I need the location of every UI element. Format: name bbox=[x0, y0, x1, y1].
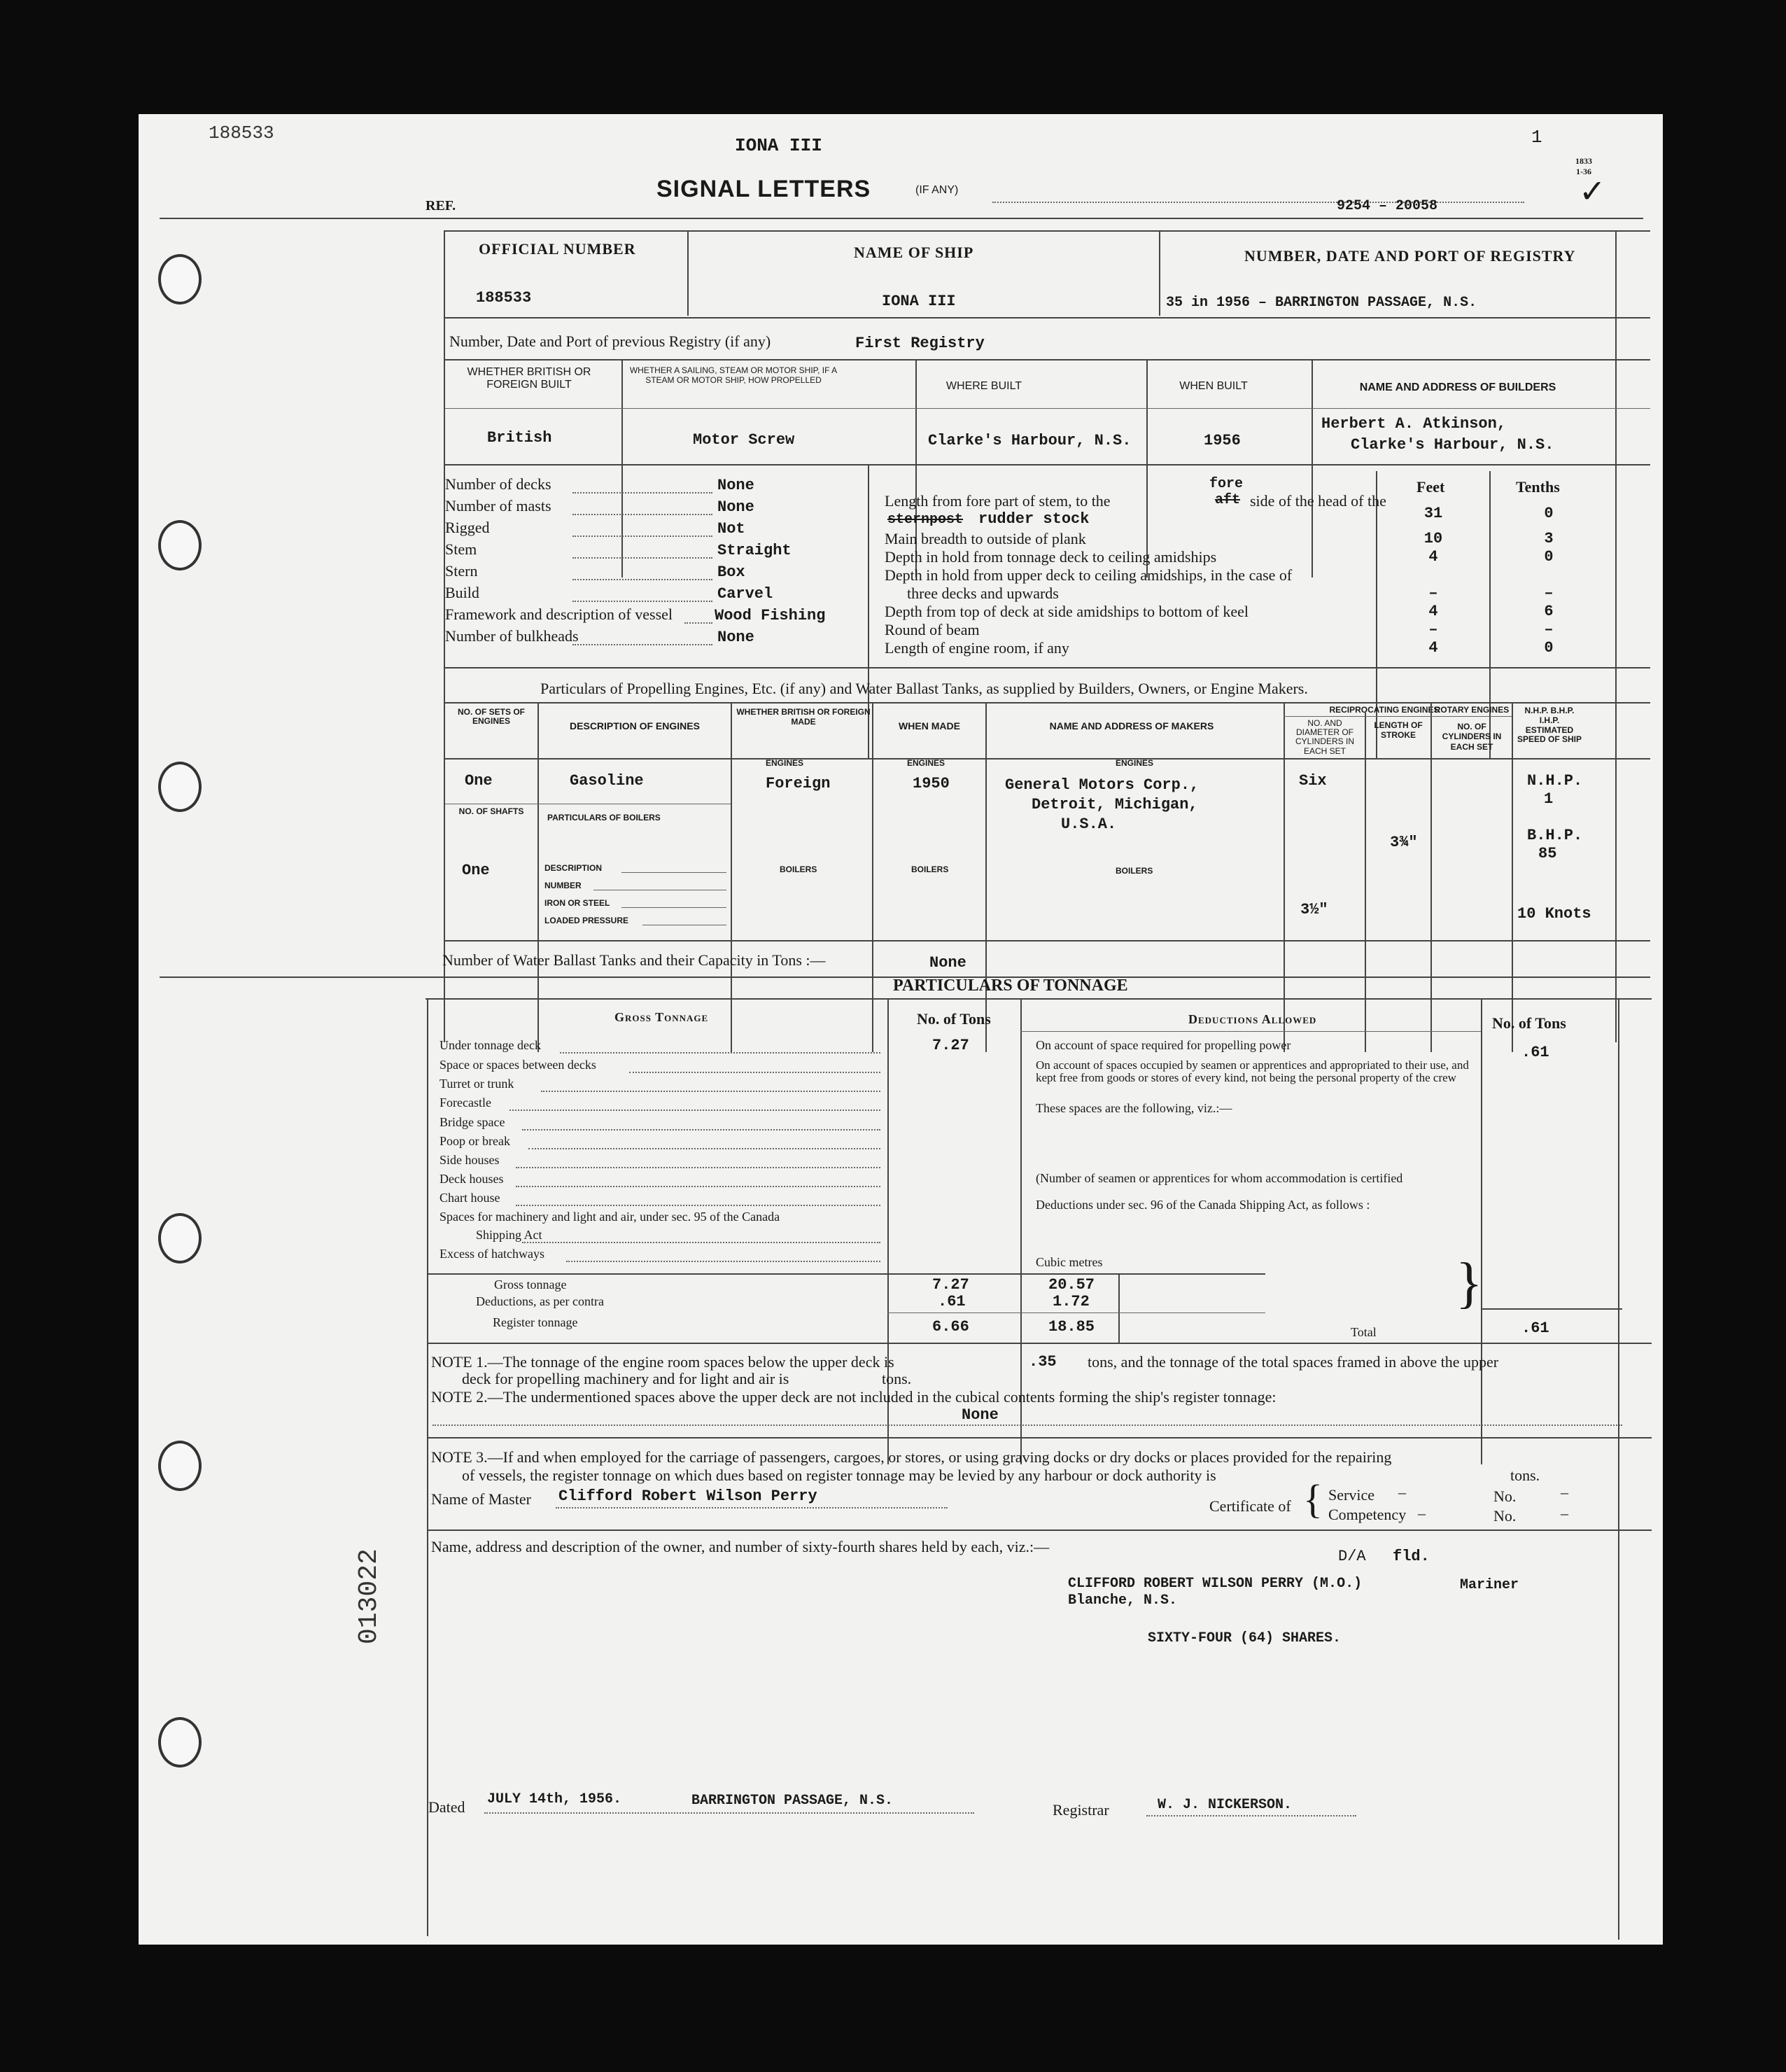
deductions-contra-m3: 1.72 bbox=[1053, 1293, 1090, 1310]
ballast-label: Number of Water Ballast Tanks and their Capacity in Tons :— bbox=[442, 951, 826, 969]
dimension-feet: 4 bbox=[1428, 639, 1438, 657]
deduction-accommodation: (Number of seamen or apprentices for whom accommodation is certified bbox=[1036, 1171, 1403, 1185]
gross-tonnage-row: Bridge space bbox=[440, 1115, 505, 1129]
registry-port-value: 35 in 1956 – BARRINGTON PASSAGE, N.S. bbox=[1166, 295, 1477, 311]
note3-text-b: of vessels, the register tonnage on which dues based on register tonnage may be levied by any harbour or dock authority is bbox=[462, 1466, 1216, 1484]
dimension-tenths: – bbox=[1544, 584, 1554, 602]
description-value: Straight bbox=[717, 542, 792, 559]
header-stroke: LENGTH OF STROKE bbox=[1374, 720, 1423, 741]
gross-total-label: Gross tonnage bbox=[494, 1278, 567, 1292]
register-document bbox=[139, 114, 1663, 1945]
owner-occupation: Mariner bbox=[1460, 1577, 1519, 1593]
builder-line2: Clarke's Harbour, N.S. bbox=[1351, 436, 1554, 454]
form-code: 1833 1-36 bbox=[1575, 156, 1592, 176]
description-label: Build bbox=[445, 584, 479, 601]
dim-row-depth-upper: Depth in hold from upper deck to ceiling amidships, in the case of bbox=[885, 566, 1293, 584]
dated-place: BARRINGTON PASSAGE, N.S. bbox=[691, 1793, 894, 1809]
official-number-label: OFFICIAL NUMBER bbox=[479, 240, 636, 258]
sub-engines-british: ENGINES bbox=[766, 758, 804, 768]
gross-tonnage-row: Excess of hatchways bbox=[440, 1247, 544, 1261]
service-no-label: No. bbox=[1493, 1488, 1517, 1505]
under-deck-tons: 7.27 bbox=[932, 1037, 969, 1054]
leader-dots bbox=[572, 557, 712, 559]
rudder-stock: rudder stock bbox=[978, 510, 1090, 528]
propulsion-value: Motor Screw bbox=[693, 431, 795, 449]
punch-hole-icon bbox=[158, 1213, 202, 1264]
deductions-contra-label: Deductions, as per contra bbox=[476, 1294, 604, 1308]
dim-row-length-b: side of the head of the bbox=[1250, 492, 1386, 510]
deductions-contra-tons: .61 bbox=[938, 1293, 966, 1310]
cylinders-value: Six bbox=[1299, 772, 1327, 790]
leader-dots bbox=[572, 514, 712, 515]
tons-header: No. of Tons bbox=[917, 1010, 991, 1028]
dimension-feet: 4 bbox=[1428, 548, 1438, 566]
header-makers: NAME AND ADDRESS OF MAKERS bbox=[1049, 720, 1214, 732]
description-value: None bbox=[717, 477, 754, 494]
punch-hole-icon bbox=[158, 762, 202, 812]
competency-dash: – bbox=[1418, 1504, 1426, 1522]
dim-row-keel: Depth from top of deck at side amidships to bottom of keel bbox=[885, 603, 1249, 620]
register-tonnage-m3: 18.85 bbox=[1048, 1318, 1095, 1336]
nhp-value: 1 bbox=[1544, 790, 1554, 808]
leader-dots bbox=[528, 1148, 880, 1149]
where-built-value: Clarke's Harbour, N.S. bbox=[928, 432, 1132, 449]
registrar-name: W. J. NICKERSON. bbox=[1158, 1797, 1293, 1813]
deductions-total-value: .61 bbox=[1521, 1320, 1549, 1337]
note3-text-c: tons. bbox=[1510, 1466, 1540, 1484]
header-boilers: PARTICULARS OF BOILERS bbox=[547, 813, 661, 822]
header-shafts: NO. OF SHAFTS bbox=[458, 806, 524, 816]
dimension-tenths: 3 bbox=[1544, 530, 1554, 547]
leader-dots bbox=[572, 644, 712, 645]
build-header-propulsion: WHETHER A SAILING, STEAM OR MOTOR SHIP, IF A STEAM OR MOTOR SHIP, HOW PROPELLED bbox=[629, 365, 838, 385]
ref-number: 9254 – 20058 bbox=[1337, 198, 1438, 214]
deductions-header: Deductions Allowed bbox=[1188, 1012, 1317, 1026]
competency-label: Competency bbox=[1328, 1506, 1407, 1523]
checkmark-icon: ✓ bbox=[1579, 174, 1606, 209]
header-british-made: WHETHER BRITISH OR FOREIGN MADE bbox=[736, 707, 871, 727]
description-label: Number of decks bbox=[445, 475, 551, 493]
description-value: Carvel bbox=[717, 585, 773, 603]
da-label: D/A bbox=[1338, 1548, 1366, 1565]
build-header-british: WHETHER BRITISH OR FOREIGN BUILT bbox=[467, 366, 591, 391]
gross-tonnage-row: Forecastle bbox=[440, 1096, 491, 1110]
dated-label: Dated bbox=[428, 1798, 465, 1816]
competency-no-dash: – bbox=[1561, 1504, 1568, 1522]
description-value: None bbox=[717, 498, 754, 516]
propelling-tons: .61 bbox=[1521, 1044, 1549, 1061]
gross-tonnage-row: Shipping Act bbox=[476, 1228, 542, 1242]
leader-dots bbox=[516, 1167, 880, 1168]
build-header-builders: NAME AND ADDRESS OF BUILDERS bbox=[1359, 382, 1556, 393]
description-label: Number of masts bbox=[445, 497, 551, 514]
struck-sternpost: sternpost bbox=[887, 512, 964, 528]
service-no-dash: – bbox=[1561, 1483, 1568, 1501]
leader-dots bbox=[629, 1072, 880, 1073]
description-value: Not bbox=[717, 520, 745, 538]
dated-date: JULY 14th, 1956. bbox=[487, 1791, 622, 1807]
dimension-tenths: 6 bbox=[1544, 603, 1554, 620]
punch-hole-icon bbox=[158, 1717, 202, 1768]
header-sets: NO. OF SETS OF ENGINES bbox=[457, 707, 525, 727]
bhp-label: B.H.P. bbox=[1527, 827, 1583, 844]
owners-label: Name, address and description of the owner, and number of sixty-fourth shares held by each, viz.:— bbox=[431, 1538, 1050, 1555]
leader-dots bbox=[516, 1205, 880, 1206]
cubic-metres-label: Cubic metres bbox=[1036, 1255, 1103, 1269]
tonnage-title: PARTICULARS OF TONNAGE bbox=[893, 976, 1128, 995]
note1-text: NOTE 1.—The tonnage of the engine room spaces below the upper deck is bbox=[431, 1353, 894, 1371]
fld-label: fld. bbox=[1393, 1548, 1430, 1565]
fore-insert: fore bbox=[1209, 476, 1244, 492]
tons-header-right: No. of Tons bbox=[1492, 1014, 1566, 1032]
gross-tonnage-header: Gross Tonnage bbox=[614, 1010, 709, 1024]
leader-dots bbox=[522, 1129, 880, 1130]
registrar-label: Registrar bbox=[1053, 1801, 1109, 1819]
leader-dots bbox=[684, 622, 712, 624]
gross-tonnage-row: Turret or trunk bbox=[440, 1077, 514, 1091]
dim-row-breadth: Main breadth to outside of plank bbox=[885, 530, 1086, 547]
punch-hole-icon bbox=[158, 520, 202, 570]
description-label: Stem bbox=[445, 540, 477, 558]
boiler-field-iron: IRON OR STEEL bbox=[544, 898, 610, 908]
leader-dots bbox=[516, 1186, 880, 1187]
register-tonnage-label: Register tonnage bbox=[493, 1315, 578, 1329]
registry-port-label: NUMBER, DATE AND PORT OF REGISTRY bbox=[1244, 247, 1576, 265]
description-label: Rigged bbox=[445, 519, 490, 536]
side-stamp: 013022 bbox=[354, 1548, 384, 1644]
engine-when-value: 1950 bbox=[913, 775, 950, 792]
boiler-field-number: NUMBER bbox=[544, 881, 582, 890]
dim-row-round-beam: Round of beam bbox=[885, 621, 980, 638]
ship-name-label: NAME OF SHIP bbox=[854, 244, 974, 261]
dim-row-length: Length from fore part of stem, to the bbox=[885, 492, 1111, 510]
dimension-tenths: 0 bbox=[1544, 639, 1554, 657]
note1-text-c: deck for propelling machinery and for light and air is bbox=[462, 1370, 789, 1387]
leader-dots bbox=[572, 601, 712, 602]
dimension-feet: – bbox=[1428, 584, 1438, 602]
sub-engines-makers: ENGINES bbox=[1116, 758, 1154, 768]
sub-engines-when: ENGINES bbox=[907, 758, 945, 768]
stroke-value: 3¾" bbox=[1390, 834, 1418, 851]
dim-row-depth-hold: Depth in hold from tonnage deck to ceiling amidships bbox=[885, 548, 1217, 566]
engine-sets-value: One bbox=[465, 772, 493, 790]
dim-row-depth-upper-b: three decks and upwards bbox=[907, 584, 1059, 602]
dimension-tenths: 0 bbox=[1544, 548, 1554, 566]
leader-dots bbox=[566, 1261, 880, 1262]
deduction-spaces: These spaces are the following, viz.:— bbox=[1036, 1101, 1232, 1115]
diameter-value: 3½" bbox=[1300, 901, 1328, 918]
sub-boilers-british: BOILERS bbox=[780, 864, 817, 874]
leader-dots bbox=[541, 1091, 880, 1092]
boiler-field-pressure: LOADED PRESSURE bbox=[544, 916, 629, 925]
leader-dots bbox=[572, 536, 712, 537]
owner-shares: SIXTY-FOUR (64) SHARES. bbox=[1148, 1630, 1342, 1646]
engines-section-title: Particulars of Propelling Engines, Etc. (if any) and Water Ballast Tanks, as supplied by Builders, Owners, or Engine Makers. bbox=[540, 680, 1308, 697]
gross-total-tons: 7.27 bbox=[932, 1276, 969, 1294]
deduction-sec96: Deductions under sec. 96 of the Canada Shipping Act, as follows : bbox=[1036, 1198, 1370, 1212]
leader-dots bbox=[522, 1242, 880, 1243]
sub-boilers-makers: BOILERS bbox=[1116, 866, 1153, 876]
dim-row-engine-room: Length of engine room, if any bbox=[885, 639, 1069, 657]
note3-text: NOTE 3.—If and when employed for the carriage of passengers, cargoes, or stores, or using graving docks or dry docks or places provided for the repairing bbox=[431, 1448, 1392, 1466]
owner-address: Blanche, N.S. bbox=[1068, 1592, 1178, 1609]
built-british-value: British bbox=[487, 429, 552, 447]
dimension-feet: – bbox=[1428, 621, 1438, 638]
brace-icon: { bbox=[1303, 1476, 1323, 1522]
master-label: Name of Master bbox=[431, 1490, 531, 1508]
maker-line2: Detroit, Michigan, bbox=[1032, 796, 1198, 813]
description-label: Number of bulkheads bbox=[445, 627, 579, 645]
leader-dots bbox=[509, 1110, 880, 1111]
register-tonnage-tons: 6.66 bbox=[932, 1318, 969, 1336]
dimension-feet: 4 bbox=[1428, 603, 1438, 620]
gross-tonnage-row: Side houses bbox=[440, 1153, 500, 1167]
header-cylinders: NO. AND DIAMETER OF CYLINDERS IN EACH SET bbox=[1295, 718, 1355, 756]
leader-dots bbox=[572, 579, 712, 580]
deduction-propelling: On account of space required for propelling power bbox=[1036, 1038, 1291, 1052]
engine-desc-value: Gasoline bbox=[570, 772, 644, 790]
description-value: Box bbox=[717, 564, 745, 581]
gross-tonnage-row: Poop or break bbox=[440, 1134, 510, 1148]
description-label: Framework and description of vessel bbox=[445, 606, 673, 623]
gross-tonnage-row: Space or spaces between decks bbox=[440, 1058, 596, 1072]
when-built-value: 1956 bbox=[1204, 432, 1241, 449]
punch-hole-icon bbox=[158, 254, 202, 304]
header-when-made: WHEN MADE bbox=[899, 720, 960, 732]
dimension-tenths: – bbox=[1544, 621, 1554, 638]
gross-tonnage-row: Spaces for machinery and light and air, under sec. 95 of the Canada bbox=[440, 1210, 780, 1224]
owner-name: CLIFFORD ROBERT WILSON PERRY (M.O.) bbox=[1068, 1576, 1363, 1592]
ballast-value: None bbox=[929, 954, 966, 972]
header-rotary-cyl: NO. OF CYLINDERS IN EACH SET bbox=[1442, 722, 1502, 752]
build-header-where: WHERE BUILT bbox=[945, 380, 1022, 392]
previous-registry-value: First Registry bbox=[855, 335, 985, 352]
leader-dots bbox=[572, 492, 712, 493]
leader-dots bbox=[560, 1052, 880, 1054]
speed-value: 10 Knots bbox=[1517, 905, 1591, 923]
header-rotary: ROTARY ENGINES bbox=[1434, 705, 1510, 715]
signal-letters-label: SIGNAL LETTERS bbox=[656, 176, 871, 202]
tenths-header: Tenths bbox=[1516, 478, 1560, 496]
ref-label: REF. bbox=[426, 198, 456, 214]
punch-hole-icon bbox=[158, 1441, 202, 1491]
struck-aft: aft bbox=[1215, 492, 1241, 508]
service-label: Service bbox=[1328, 1486, 1374, 1504]
page-number: 1 bbox=[1531, 127, 1542, 148]
maker-line1: General Motors Corp., bbox=[1005, 776, 1200, 794]
note2-text: NOTE 2.—The undermentioned spaces above the upper deck are not included in the cubical contents forming the ship's register tonnage: bbox=[431, 1388, 1277, 1406]
description-label: Stern bbox=[445, 562, 478, 580]
official-number-value: 188533 bbox=[476, 289, 532, 307]
description-value: None bbox=[717, 629, 754, 646]
gross-tonnage-row: Under tonnage deck bbox=[440, 1038, 541, 1052]
note1-text-d: tons. bbox=[882, 1370, 912, 1387]
brace-icon: } bbox=[1456, 1252, 1483, 1314]
build-header-when: WHEN BUILT bbox=[1179, 380, 1248, 392]
gross-total-m3: 20.57 bbox=[1048, 1276, 1095, 1294]
deduction-seamen: On account of spaces occupied by seamen or apprentices and appropriated to their use, and kept free from goods or stores of every kind, not being the personal property of the crew bbox=[1036, 1058, 1469, 1084]
dimension-feet: 10 bbox=[1423, 530, 1443, 547]
previous-registry-label: Number, Date and Port of previous Registry (if any) bbox=[449, 332, 771, 350]
sub-boilers-when: BOILERS bbox=[911, 864, 949, 874]
certificate-label: Certificate of bbox=[1209, 1497, 1291, 1515]
nhp-label: N.H.P. bbox=[1527, 772, 1583, 790]
gross-tonnage-row: Chart house bbox=[440, 1191, 500, 1205]
note1-text-b: tons, and the tonnage of the total spaces framed in above the upper bbox=[1088, 1353, 1499, 1371]
master-name: Clifford Robert Wilson Perry bbox=[558, 1488, 817, 1505]
service-dash: – bbox=[1398, 1483, 1406, 1501]
if-any-label: (IF ANY) bbox=[915, 184, 959, 196]
dimension-tenths: 0 bbox=[1544, 505, 1554, 522]
stamp-number: 188533 bbox=[209, 122, 274, 144]
deductions-total-label: Total bbox=[1351, 1325, 1377, 1339]
bhp-value: 85 bbox=[1538, 845, 1557, 862]
maker-line3: U.S.A. bbox=[1061, 816, 1117, 833]
dimension-feet: 31 bbox=[1423, 505, 1443, 522]
description-value: Wood Fishing bbox=[715, 607, 826, 624]
engine-made-value: Foreign bbox=[766, 775, 831, 792]
shafts-value: One bbox=[462, 862, 490, 879]
gross-tonnage-row: Deck houses bbox=[440, 1172, 504, 1186]
header-power: N.H.P. B.H.P. I.H.P. ESTIMATED SPEED OF SHIP bbox=[1517, 706, 1582, 745]
ship-name-value: IONA III bbox=[882, 293, 956, 310]
boiler-field-description: DESCRIPTION bbox=[544, 863, 603, 873]
competency-no-label: No. bbox=[1493, 1507, 1517, 1525]
note2-value: None bbox=[962, 1406, 999, 1424]
note1-value: .35 bbox=[1029, 1353, 1057, 1371]
header-ship-name: IONA III bbox=[735, 135, 822, 156]
header-reciprocating: RECIPROCATING ENGINES bbox=[1329, 705, 1440, 715]
builder-line1: Herbert A. Atkinson, bbox=[1321, 415, 1507, 433]
feet-header: Feet bbox=[1416, 478, 1445, 496]
header-desc-engines: DESCRIPTION OF ENGINES bbox=[570, 720, 700, 732]
